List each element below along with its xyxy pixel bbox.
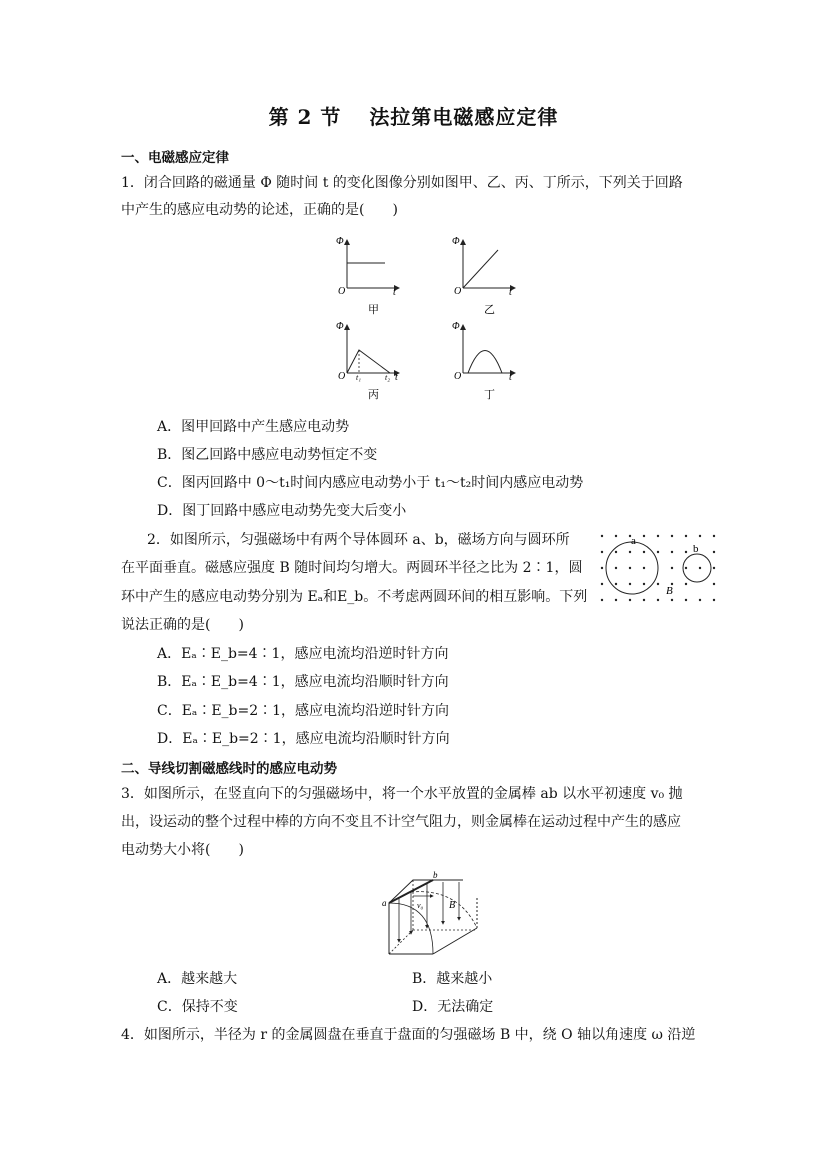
field-dot xyxy=(601,567,603,569)
field-dot xyxy=(671,551,673,553)
field-dot xyxy=(615,535,617,537)
field-dot xyxy=(685,551,687,553)
field-dot xyxy=(615,583,617,585)
q3-option-c[interactable]: C．保持不变 xyxy=(157,999,238,1015)
section-heading-2: 二、导线切割磁感线时的感应电动势 xyxy=(121,761,337,777)
q2-option-d[interactable]: D．Eₐ∶E_b=2∶1，感应电流均沿顺时针方向 xyxy=(157,731,450,747)
t2-label: t₂ xyxy=(385,373,391,382)
q1-option-d[interactable]: D．图丁回路中感应电动势先变大后变小 xyxy=(157,503,407,519)
field-dot xyxy=(629,583,631,585)
q1-stem-line2: 中产生的感应电动势的论述，正确的是( ) xyxy=(121,202,398,218)
ring-a xyxy=(606,542,658,594)
q3-stem-line2: 出，设运动的整个过程中棒的方向不变且不计空气阻力，则金属棒在运动过程中产生的感应 xyxy=(121,814,681,830)
q3-rod-figure xyxy=(373,868,483,960)
phi-label: Φ xyxy=(452,321,460,332)
field-dot xyxy=(601,551,603,553)
field-dot xyxy=(699,535,701,537)
ring-a-label: a xyxy=(631,535,636,547)
q2-option-a[interactable]: A．Eₐ∶E_b=4∶1，感应电流均沿逆时针方向 xyxy=(157,646,449,662)
field-dot xyxy=(699,567,701,569)
field-dot xyxy=(629,567,631,569)
field-dot xyxy=(657,551,659,553)
phi-label: Φ xyxy=(336,236,344,247)
field-dot xyxy=(713,567,715,569)
rod-end-b: b xyxy=(433,870,438,880)
field-dot xyxy=(615,567,617,569)
section-heading-1: 一、电磁感应定律 xyxy=(121,150,229,166)
label-bing: 丙 xyxy=(368,389,379,400)
field-dot xyxy=(643,599,645,601)
field-dot xyxy=(685,567,687,569)
graph-bing xyxy=(336,321,399,400)
field-dot xyxy=(657,535,659,537)
q2-stem-line4: 说法正确的是( ) xyxy=(121,617,244,633)
field-label: B xyxy=(449,900,456,911)
t-label: t xyxy=(395,372,398,383)
q3-option-a[interactable]: A．越来越大 xyxy=(157,971,238,987)
field-dot xyxy=(713,599,715,601)
q2-stem-line2: 在平面垂直。磁感应强度 B 随时间均匀增大。两圆环半径之比为 2∶1，圆 xyxy=(121,560,583,576)
field-dot xyxy=(629,599,631,601)
field-dot xyxy=(685,599,687,601)
origin-label: O xyxy=(454,286,462,297)
q4-stem-line1: 4．如图所示，半径为 r 的金属圆盘在垂直于盘面的匀强磁场 B 中，绕 O 轴以角速度 ω 沿逆 xyxy=(121,1027,696,1043)
field-dot xyxy=(629,551,631,553)
section-name: 法拉第电磁感应定律 xyxy=(369,105,559,129)
field-dot xyxy=(601,583,603,585)
q3-option-b[interactable]: B．越来越小 xyxy=(412,971,493,987)
field-dot xyxy=(643,551,645,553)
t-label: t xyxy=(509,287,512,298)
q1-stem-line1: 1．闭合回路的磁通量 Φ 随时间 t 的变化图像分别如图甲、乙、丙、丁所示，下列关于回路 xyxy=(121,175,683,191)
field-dot xyxy=(713,551,715,553)
ring-b xyxy=(683,554,711,582)
field-dot xyxy=(643,583,645,585)
field-dot xyxy=(671,535,673,537)
q3-stem-line1: 3．如图所示，在竖直向下的匀强磁场中，将一个水平放置的金属棒 ab 以水平初速度 v₀ 抛 xyxy=(121,786,683,802)
field-dot xyxy=(713,583,715,585)
q3-option-d[interactable]: D．无法确定 xyxy=(412,999,494,1015)
graph-yi xyxy=(452,236,515,316)
field-dot xyxy=(601,599,603,601)
label-jia: 甲 xyxy=(368,304,379,316)
field-dot xyxy=(685,535,687,537)
ring-b-label: b xyxy=(693,543,699,555)
q1-option-a[interactable]: A．图甲回路中产生感应电动势 xyxy=(157,419,350,435)
graph-jia xyxy=(336,236,399,316)
field-dot xyxy=(601,535,603,537)
t1-label: t₁ xyxy=(356,373,362,382)
field-dot xyxy=(699,599,701,601)
section-number: 第 2 节 xyxy=(268,105,342,129)
phi-label: Φ xyxy=(452,236,460,247)
field-dot xyxy=(685,583,687,585)
field-dot xyxy=(615,551,617,553)
field-dot xyxy=(657,599,659,601)
q2-option-c[interactable]: C．Eₐ∶E_b=2∶1，感应电流均沿逆时针方向 xyxy=(157,703,450,719)
q1-option-c[interactable]: C．图丙回路中 0～t₁时间内感应电动势小于 t₁～t₂时间内感应电动势 xyxy=(157,475,584,491)
q2-stem-line3: 环中产生的感应电动势分别为 Eₐ和E_b。不考虑两圆环间的相互影响。下列 xyxy=(121,589,588,605)
field-dot xyxy=(713,535,715,537)
graph-ding xyxy=(452,321,515,400)
label-ding: 丁 xyxy=(484,389,495,400)
field-dot xyxy=(643,535,645,537)
q2-option-b[interactable]: B．Eₐ∶E_b=4∶1，感应电流均沿顺时针方向 xyxy=(157,674,449,690)
field-dot xyxy=(615,599,617,601)
origin-label: O xyxy=(454,371,462,382)
origin-label: O xyxy=(338,286,346,297)
q1-phi-t-graphs xyxy=(325,228,525,400)
field-label: B xyxy=(666,585,673,597)
page-title xyxy=(0,101,827,130)
q2-stem-line1: 2．如图所示，匀强磁场中有两个导体圆环 a、b，磁场方向与圆环所 xyxy=(147,532,570,548)
q1-option-b[interactable]: B．图乙回路中感应电动势恒定不变 xyxy=(157,447,378,463)
field-dot xyxy=(671,567,673,569)
origin-label: O xyxy=(338,371,346,382)
field-dot xyxy=(657,583,659,585)
label-yi: 乙 xyxy=(484,304,495,316)
q3-stem-line3: 电动势大小将( ) xyxy=(121,842,244,858)
rod-end-a: a xyxy=(382,898,387,908)
v0-label: v₀ xyxy=(417,901,424,910)
t-label: t xyxy=(393,287,396,298)
field-dot xyxy=(643,567,645,569)
t-label: t xyxy=(509,372,512,383)
phi-label: Φ xyxy=(336,321,344,332)
field-dot xyxy=(671,599,673,601)
q2-rings-figure xyxy=(596,528,720,610)
